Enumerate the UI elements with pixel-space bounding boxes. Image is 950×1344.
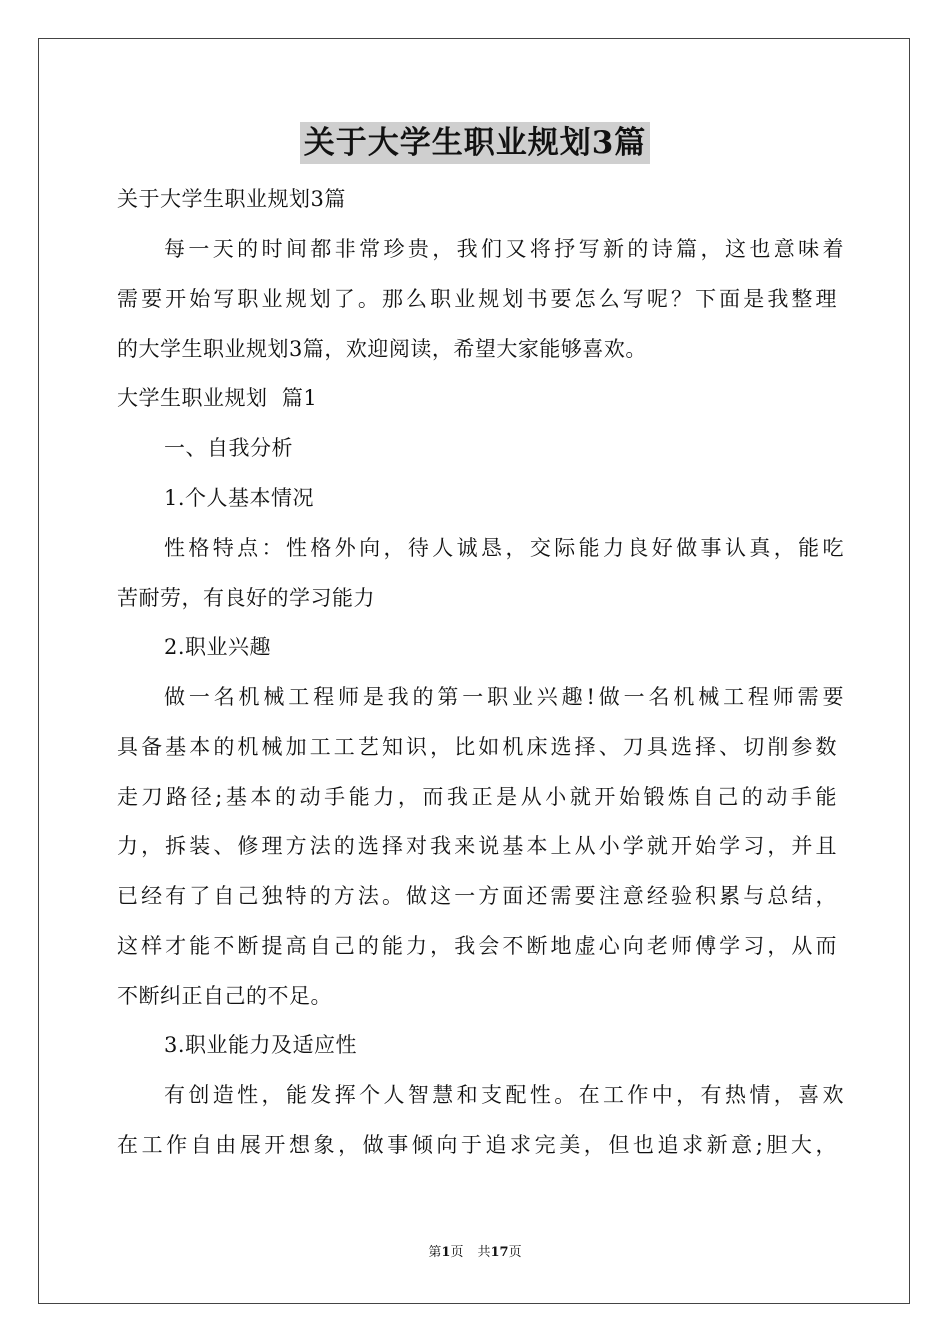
section-heading: 大学生职业规划 篇1 bbox=[117, 386, 318, 410]
item2-body-line: 走刀路径;基本的动手能力，而我正是从小就开始锻炼自己的动手能 bbox=[117, 785, 837, 809]
item1-body-line: 苦耐劳，有良好的学习能力 bbox=[117, 586, 375, 610]
item3-body-line: 有创造性，能发挥个人智慧和支配性。在工作中，有热情，喜欢 bbox=[164, 1083, 844, 1107]
item2-body-line: 不断纠正自己的不足。 bbox=[117, 984, 332, 1008]
page-border bbox=[38, 38, 910, 1304]
item2-body-line: 这样才能不断提高自己的能力，我会不断地虚心向老师傅学习，从而 bbox=[117, 934, 837, 958]
total-unit: 页 bbox=[508, 1245, 522, 1260]
intro-line: 每一天的时间都非常珍贵，我们又将抒写新的诗篇，这也意味着 bbox=[164, 237, 844, 261]
item1-body-line: 性格特点：性格外向，待人诚恳，交际能力良好做事认真，能吃 bbox=[164, 536, 844, 560]
item2-body-line: 已经有了自己独特的方法。做这一方面还需要注意经验积累与总结， bbox=[117, 884, 837, 908]
item1-heading: 1.个人基本情况 bbox=[164, 486, 315, 510]
total-prefix: 共 bbox=[477, 1245, 491, 1260]
item2-body-line: 具备基本的机械加工工艺知识，比如机床选择、刀具选择、切削参数 bbox=[117, 735, 837, 759]
item2-body-line: 力，拆装、修理方法的选择对我来说基本上从小学就开始学习，并且 bbox=[117, 834, 837, 858]
part-heading: 一、自我分析 bbox=[164, 436, 293, 460]
page-unit: 页 bbox=[450, 1245, 464, 1260]
intro-line: 需要开始写职业规划了。那么职业规划书要怎么写呢？下面是我整理 bbox=[117, 287, 837, 311]
item3-heading: 3.职业能力及适应性 bbox=[164, 1033, 358, 1057]
item2-heading: 2.职业兴趣 bbox=[164, 635, 272, 659]
item3-body-line: 在工作自由展开想象，做事倾向于追求完美，但也追求新意;胆大， bbox=[117, 1133, 837, 1157]
page-footer bbox=[0, 1244, 950, 1262]
document-title: 关于大学生职业规划3篇 bbox=[300, 122, 651, 164]
item2-body-line: 做一名机械工程师是我的第一职业兴趣!做一名机械工程师需要 bbox=[164, 685, 844, 709]
page-prefix: 第 bbox=[428, 1245, 442, 1260]
page-current: 1 bbox=[441, 1245, 451, 1260]
title-container bbox=[0, 122, 950, 164]
intro-line: 的大学生职业规划3篇，欢迎阅读，希望大家能够喜欢。 bbox=[117, 337, 647, 361]
page-total: 17 bbox=[490, 1245, 509, 1260]
document-subtitle: 关于大学生职业规划3篇 bbox=[117, 187, 346, 211]
